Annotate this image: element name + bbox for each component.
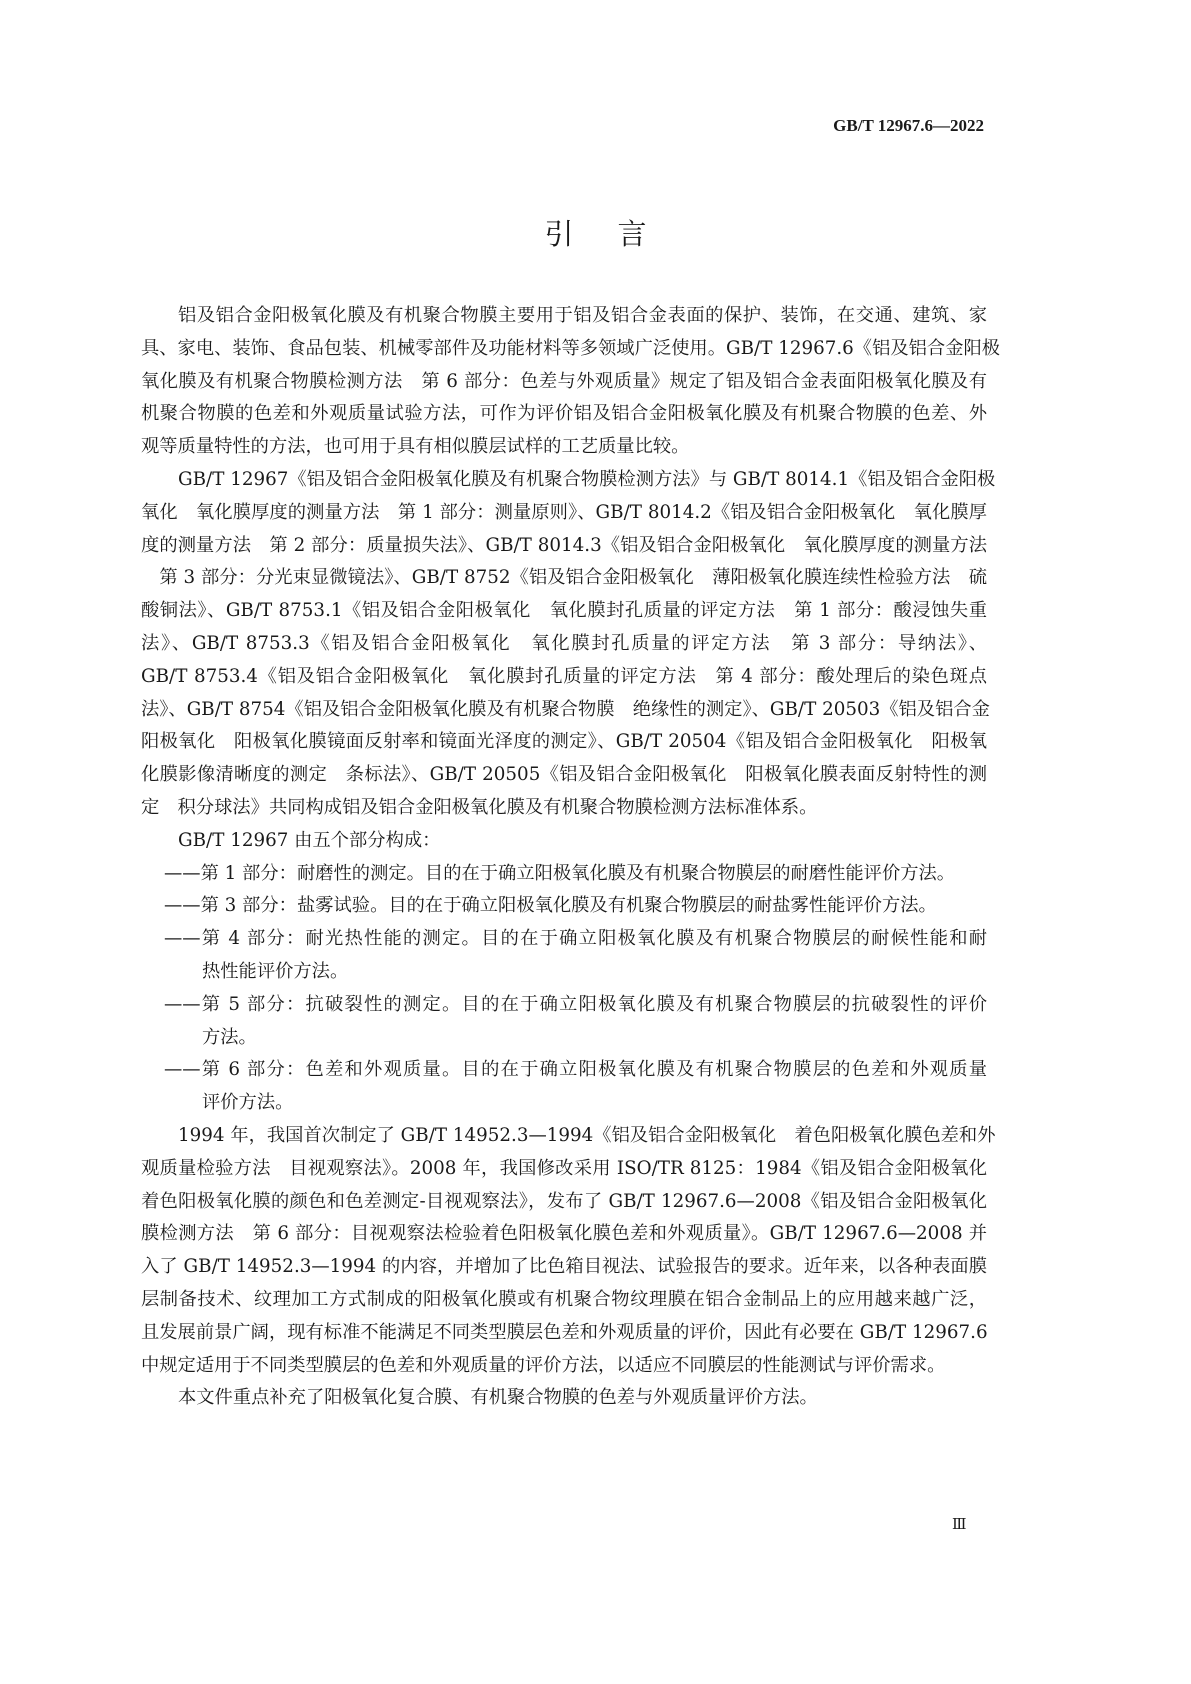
text-line: GB/T 12967 由五个部分构成： [178,829,441,851]
text-line: ——第 3 部分：盐雾试验。目的在于确立阳极氧化膜及有机聚合物膜层的耐盐雾性能评价方法。 [164,895,937,917]
text-line: 评价方法。 [202,1092,294,1114]
page-title: 引言 [544,217,691,251]
text-line: ——第 5 部分：抗破裂性的测定。目的在于确立阳极氧化膜及有机聚合物膜层的抗破裂性的评价 [164,993,987,1015]
list-item [141,989,987,1055]
standard-number: GB/T 12967.6—2022 [833,116,984,135]
text-line: 法》、GB/T 8754《铝及铝合金阳极氧化膜及有机聚合物膜 绝缘性的测定》、GB/T 20503《铝及铝合金 [141,698,990,720]
paragraph [141,1120,996,1382]
text-line: 定 积分球法》共同构成铝及铝合金阳极氧化膜及有机聚合物膜检测方法标准体系。 [141,796,818,818]
text-line: 化膜影像清晰度的测定 条标法》、GB/T 20505《铝及铝合金阳极氧化 阳极氧化膜表面反射特性的测 [141,764,987,786]
page-number: Ⅲ [952,1515,967,1533]
text-line: ——第 6 部分：色差和外观质量。目的在于确立阳极氧化膜及有机聚合物膜层的色差和外观质量 [164,1059,987,1081]
text-line: 阳极氧化 阳极氧化膜镜面反射率和镜面光泽度的测定》、GB/T 20504《铝及铝合金阳极氧化 阳极氧 [141,731,987,753]
text-line: 方法。 [202,1026,257,1048]
text-line: 着色阳极氧化膜的颜色和色差测定-目视观察法》，发布了 GB/T 12967.6—2008《铝及铝合金阳极氧化 [141,1190,987,1212]
text-line: 氧化膜及有机聚合物膜检测方法 第 6 部分：色差与外观质量》规定了铝及铝合金表面阳极氧化膜及有 [141,370,987,392]
text-line: 且发展前景广阔，现有标准不能满足不同类型膜层色差和外观质量的评价，因此有必要在 GB/T 12967.6 [141,1321,988,1343]
text-line: ——第 4 部分：耐光热性能的测定。目的在于确立阳极氧化膜及有机聚合物膜层的耐候性能和耐 [164,928,987,950]
text-line: 第 3 部分：分光束显微镜法》、GB/T 8752《铝及铝合金阳极氧化 薄阳极氧化膜连续性检验方法 硫 [141,567,987,589]
text-line: 酸铜法》、GB/T 8753.1《铝及铝合金阳极氧化 氧化膜封孔质量的评定方法 第 1 部分：酸浸蚀失重 [141,600,987,622]
text-line: 膜检测方法 第 6 部分：目视观察法检验着色阳极氧化膜色差和外观质量》。GB/T 12967.6—2008 并 [141,1223,987,1245]
text-line: 层制备技术、纹理加工方式制成的阳极氧化膜或有机聚合物纹理膜在铝合金制品上的应用越来越广泛， [141,1288,987,1310]
text-line: 热性能评价方法。 [202,960,349,982]
list-item [141,858,987,891]
document-body [141,300,1001,1415]
text-line: ——第 1 部分：耐磨性的测定。目的在于确立阳极氧化膜及有机聚合物膜层的耐磨性能评价方法。 [164,862,956,884]
text-line: 本文件重点补充了阳极氧化复合膜、有机聚合物膜的色差与外观质量评价方法。 [178,1387,818,1409]
text-line: 铝及铝合金阳极氧化膜及有机聚合物膜主要用于铝及铝合金表面的保护、装饰，在交通、建筑、家 [178,305,987,326]
text-line: 观等质量特性的方法，也可用于具有相似膜层试样的工艺质量比较。 [141,436,690,458]
text-line: GB/T 12967《铝及铝合金阳极氧化膜及有机聚合物膜检测方法》与 GB/T 8014.1《铝及铝合金阳极 [178,468,996,490]
text-line: 观质量检验方法 目视观察法》。2008 年，我国修改采用 ISO/TR 8125：1984《铝及铝合金阳极氧化 [141,1157,987,1179]
text-line: 具、家电、装饰、食品包装、机械零部件及功能材料等多领域广泛使用。GB/T 12967.6《铝及铝合金阳极 [141,337,1001,359]
list-item [141,923,987,989]
text-line: 机聚合物膜的色差和外观质量试验方法，可作为评价铝及铝合金阳极氧化膜及有机聚合物膜的色差、外 [141,403,987,425]
list-item [141,890,987,923]
text-line: 中规定适用于不同类型膜层的色差和外观质量的评价方法，以适应不同膜层的性能测试与评价需求。 [141,1354,946,1376]
paragraph [141,300,1001,464]
paragraph [141,464,996,825]
text-line: 1994 年，我国首次制定了 GB/T 14952.3—1994《铝及铝合金阳极氧化 着色阳极氧化膜色差和外 [178,1124,996,1146]
text-line: GB/T 8753.4《铝及铝合金阳极氧化 氧化膜封孔质量的评定方法 第 4 部分：酸处理后的染色斑点 [141,665,987,687]
text-line: 氧化 氧化膜厚度的测量方法 第 1 部分：测量原则》、GB/T 8014.2《铝及铝合金阳极氧化 氧化膜厚 [141,501,987,523]
paragraph [141,825,987,858]
paragraph [141,1382,987,1415]
text-line: 法》、GB/T 8753.3《铝及铝合金阳极氧化 氧化膜封孔质量的评定方法 第 3 部分：导纳法》、 [141,632,987,654]
list-item [141,1054,987,1120]
text-line: 度的测量方法 第 2 部分：质量损失法》、GB/T 8014.3《铝及铝合金阳极氧化 氧化膜厚度的测量方法 [141,534,987,556]
text-line: 入了 GB/T 14952.3—1994 的内容，并增加了比色箱目视法、试验报告的要求。近年来，以各种表面膜 [141,1256,987,1278]
